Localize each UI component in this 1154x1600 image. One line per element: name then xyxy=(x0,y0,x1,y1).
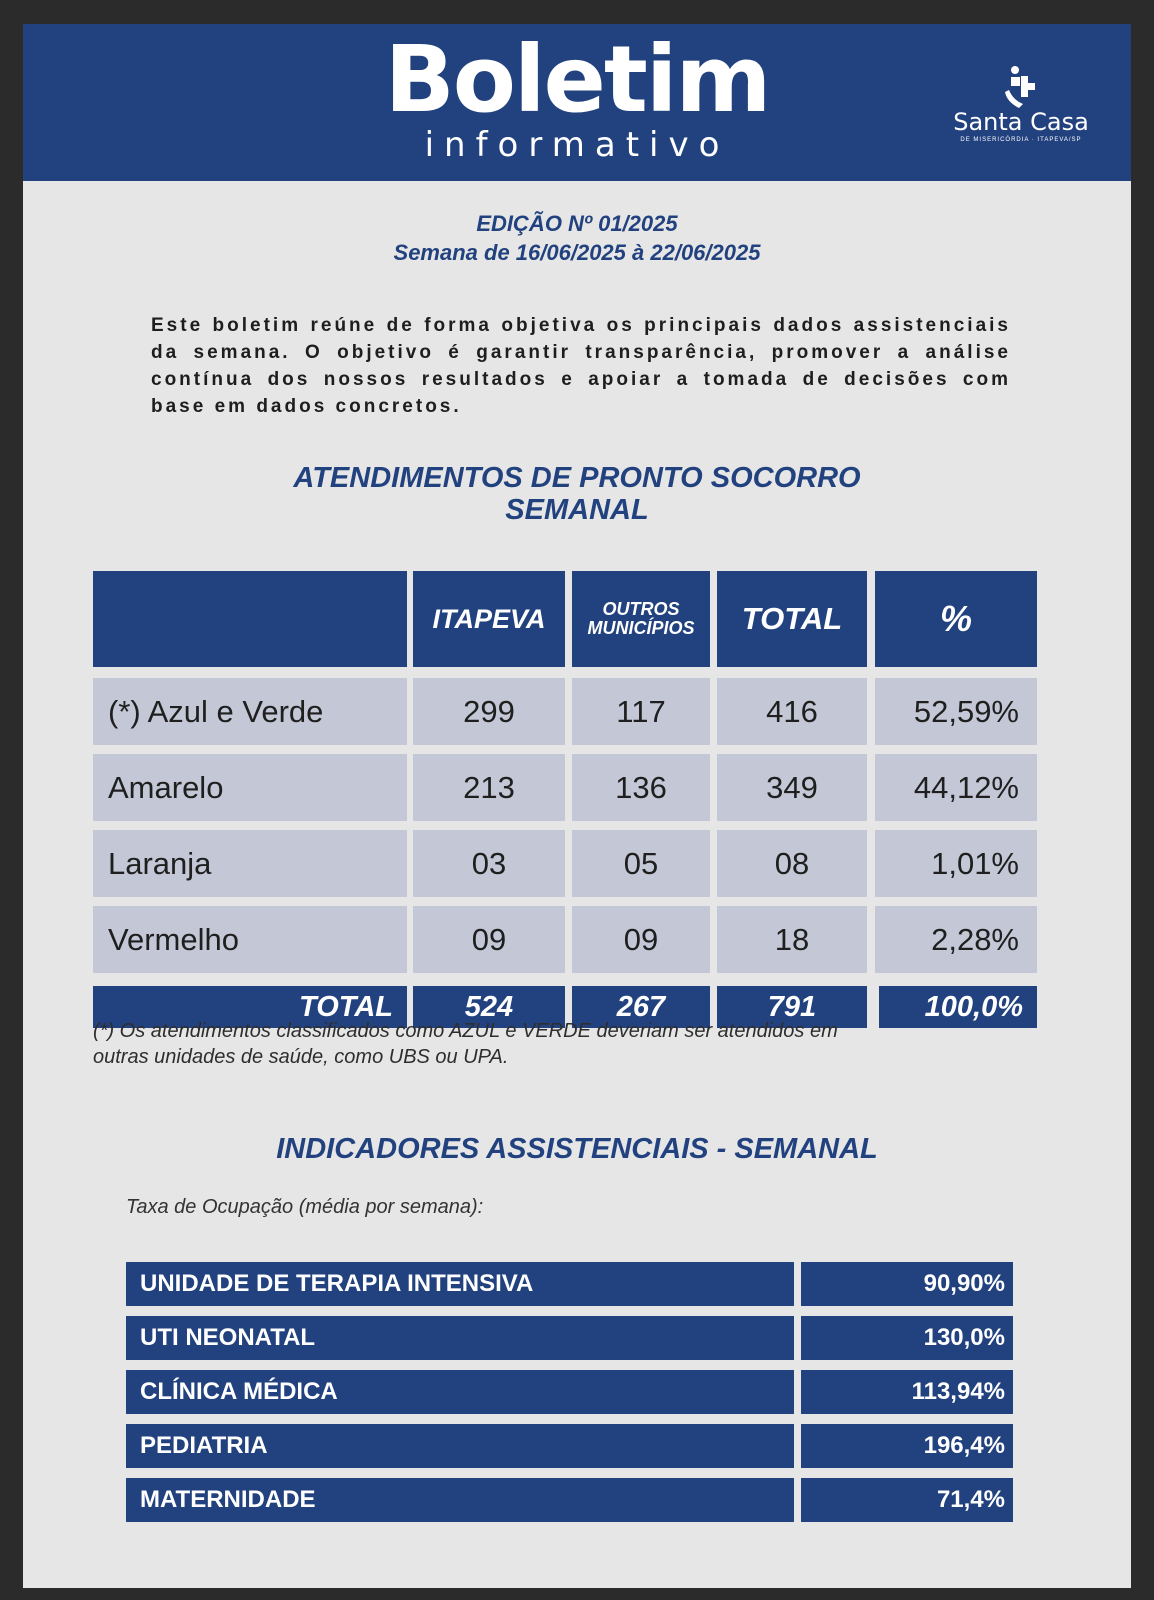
logo-name: Santa Casa xyxy=(953,108,1089,136)
indicator-value: 130,0% xyxy=(801,1316,1013,1360)
totals-outros: 267 xyxy=(572,986,710,1028)
footnote-line2: outras unidades de saúde, como UBS ou UPA. xyxy=(93,1046,509,1068)
header-cell-empty xyxy=(93,571,407,667)
row-itapeva: 03 xyxy=(413,830,565,897)
footnote-line1: (*) Os atendimentos classificados como AZUL e VERDE deveriam ser atendidos em xyxy=(93,1020,838,1042)
header-cell-total: TOTAL xyxy=(717,571,867,667)
indicator-name: UTI NEONATAL xyxy=(126,1316,794,1360)
row-outros: 05 xyxy=(572,830,710,897)
totals-label: TOTAL xyxy=(93,986,407,1028)
emergency-title-line2: SEMANAL xyxy=(505,494,649,526)
header-banner xyxy=(23,24,1131,181)
santa-casa-logo xyxy=(941,64,1101,174)
totals-pct: 100,0% xyxy=(879,986,1037,1028)
bulletin-title: Boletim xyxy=(384,26,770,133)
footnote xyxy=(93,1018,1053,1070)
emergency-title-line1: ATENDIMENTOS DE PRONTO SOCORRO xyxy=(293,462,861,494)
totals-itapeva: 524 xyxy=(413,986,565,1028)
indicator-value: 71,4% xyxy=(801,1478,1013,1522)
row-outros: 117 xyxy=(572,678,710,745)
row-total: 416 xyxy=(717,678,867,745)
row-outros: 09 xyxy=(572,906,710,973)
occupancy-caption: Taxa de Ocupação (média por semana): xyxy=(126,1196,484,1218)
row-label: Amarelo xyxy=(93,754,407,821)
bulletin-page xyxy=(23,24,1131,1588)
row-label: (*) Azul e Verde xyxy=(93,678,407,745)
edition-info xyxy=(23,209,1131,267)
totals-total: 791 xyxy=(717,986,867,1028)
indicator-name: UNIDADE DE TERAPIA INTENSIVA xyxy=(126,1262,794,1306)
edition-week: Semana de 16/06/2025 à 22/06/2025 xyxy=(393,240,761,265)
row-total: 08 xyxy=(717,830,867,897)
row-pct: 52,59% xyxy=(875,678,1037,745)
indicator-name: CLÍNICA MÉDICA xyxy=(126,1370,794,1414)
row-itapeva: 09 xyxy=(413,906,565,973)
indicator-value: 196,4% xyxy=(801,1424,1013,1468)
row-pct: 44,12% xyxy=(875,754,1037,821)
santa-casa-cross-icon xyxy=(1001,64,1041,108)
header-cell-outros xyxy=(572,571,710,667)
row-label: Vermelho xyxy=(93,906,407,973)
bulletin-subtitle: informativo xyxy=(424,125,730,165)
intro-paragraph: Este boletim reúne de forma objetiva os principais dados assistenciais da semana. O objetivo é garantir transparência, promover a análise contínua dos nossos resultados e apoiar a tomada de decisões com base em dados concretos. xyxy=(151,315,1011,417)
header-outros-line1: OUTROS xyxy=(602,599,680,619)
row-label: Laranja xyxy=(93,830,407,897)
indicators-section-title: INDICADORES ASSISTENCIAIS - SEMANAL xyxy=(276,1133,878,1165)
row-pct: 1,01% xyxy=(875,830,1037,897)
header-outros-line2: MUNICÍPIOS xyxy=(587,618,695,638)
header-cell-itapeva: ITAPEVA xyxy=(413,571,565,667)
logo-tagline: DE MISERICÓRDIA · ITAPEVA/SP xyxy=(960,137,1082,143)
emergency-section-title xyxy=(23,462,1131,526)
row-outros: 136 xyxy=(572,754,710,821)
row-pct: 2,28% xyxy=(875,906,1037,973)
row-itapeva: 213 xyxy=(413,754,565,821)
indicator-value: 113,94% xyxy=(801,1370,1013,1414)
row-total: 349 xyxy=(717,754,867,821)
header-cell-pct: % xyxy=(875,571,1037,667)
row-total: 18 xyxy=(717,906,867,973)
indicator-name: MATERNIDADE xyxy=(126,1478,794,1522)
indicator-name: PEDIATRIA xyxy=(126,1424,794,1468)
edition-number: EDIÇÃO Nº 01/2025 xyxy=(476,211,678,236)
row-itapeva: 299 xyxy=(413,678,565,745)
indicator-value: 90,90% xyxy=(801,1262,1013,1306)
